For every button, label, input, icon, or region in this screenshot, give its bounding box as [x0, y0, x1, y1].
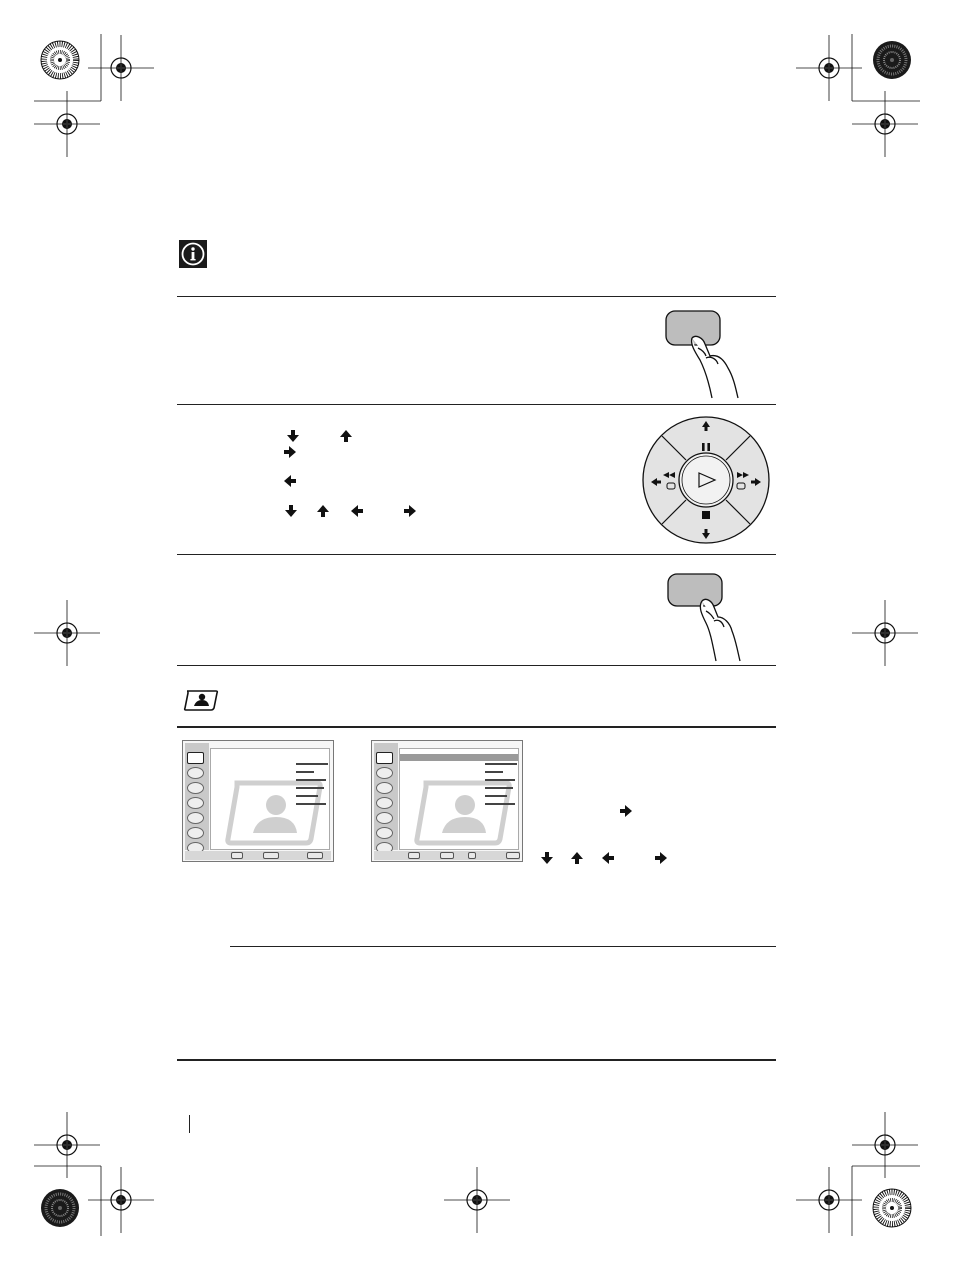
osd-menu-hint: [506, 852, 520, 859]
info-icon: [179, 240, 207, 268]
features-menu-icon: [187, 812, 204, 824]
menu-button-illustration: [662, 308, 742, 400]
arrow-left-icon: [351, 505, 363, 517]
pc-menu-icon: [376, 827, 393, 839]
remote-direction-pad: [641, 413, 771, 547]
page-number-tick: [189, 1115, 190, 1133]
section-divider: [177, 404, 776, 405]
osd-ok-hint: [440, 852, 454, 859]
arrow-up-icon: [571, 852, 583, 864]
section-divider: [177, 1059, 776, 1061]
osd-menu-screen-selected: [371, 740, 523, 862]
arrow-right-icon: [404, 505, 416, 517]
sound-menu-icon: [376, 767, 393, 779]
pc-menu-icon: [187, 827, 204, 839]
picture-watermark-icon: [225, 775, 323, 847]
section-divider: [177, 296, 776, 297]
osd-setting-bar: [296, 763, 328, 765]
note-divider: [230, 946, 776, 947]
osd-setting-bar: [296, 787, 324, 789]
osd-setting-bar: [485, 763, 517, 765]
features-menu-icon: [376, 812, 393, 824]
arrow-left-icon: [284, 475, 296, 487]
arrow-down-icon: [541, 852, 553, 864]
osd-ok-hint: [263, 852, 279, 859]
osd-setting-bar: [485, 787, 513, 789]
osd-select-hint: [468, 852, 476, 859]
osd-nav-hint: [408, 852, 420, 859]
arrow-right-icon: [620, 805, 632, 817]
section-divider: [177, 554, 776, 555]
osd-setting-bar: [485, 771, 503, 773]
picture-menu-icon: [183, 689, 219, 711]
osd-setting-bar: [296, 779, 326, 781]
section-divider: [177, 726, 776, 728]
osd-setting-bar: [296, 771, 314, 773]
picture-watermark-icon: [414, 775, 512, 847]
menu-button-illustration: [662, 571, 742, 663]
osd-setting-bar: [485, 779, 515, 781]
osd-nav-hint: [231, 852, 243, 859]
sound-menu-icon: [187, 767, 204, 779]
osd-menu-screen: [182, 740, 334, 862]
osd-menu-hint: [307, 852, 323, 859]
osd-setting-bar: [296, 803, 326, 805]
timer-menu-icon: [376, 782, 393, 794]
picture-menu-icon: [376, 752, 393, 764]
osd-content-pane: [399, 748, 519, 850]
osd-setting-bar: [296, 795, 318, 797]
arrow-right-icon: [284, 446, 296, 458]
setup-menu-icon: [187, 797, 204, 809]
osd-setting-bar: [485, 795, 507, 797]
setup-menu-icon: [376, 797, 393, 809]
section-divider: [177, 665, 776, 666]
picture-menu-icon: [187, 752, 204, 764]
arrow-up-icon: [340, 430, 352, 442]
osd-content-pane: [210, 748, 330, 850]
arrow-up-icon: [317, 505, 329, 517]
osd-highlight-row: [400, 754, 518, 761]
osd-setting-bar: [485, 803, 515, 805]
arrow-down-icon: [287, 430, 299, 442]
arrow-right-icon: [655, 852, 667, 864]
arrow-down-icon: [285, 505, 297, 517]
arrow-left-icon: [602, 852, 614, 864]
timer-menu-icon: [187, 782, 204, 794]
